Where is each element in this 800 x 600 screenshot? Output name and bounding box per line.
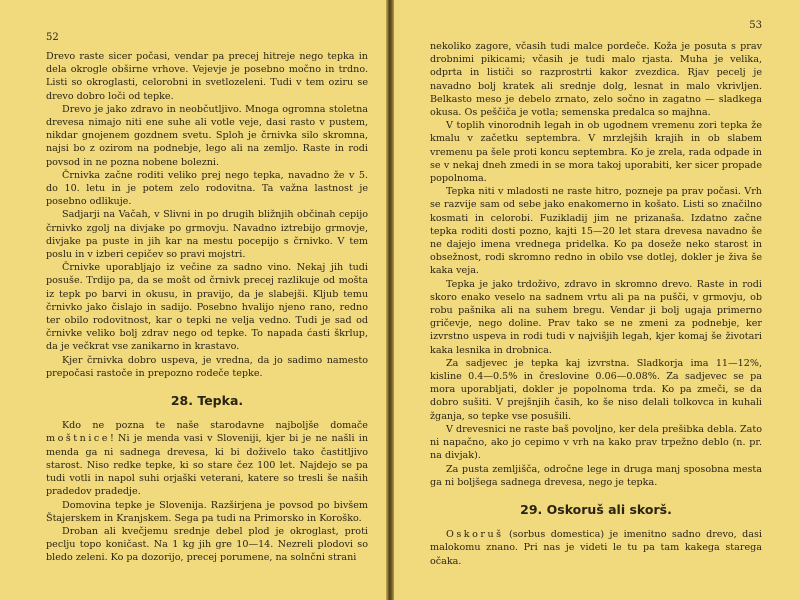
paragraph: Sadjarji na Vačah, v Slivni in po drugih bližnjih občinah cepijo črnivko zgolj na divjake po grmovju. Navadno iztrebijo grmovje, divjake pa puste in jih kar na mestu pocepijo s črnivko. V tem poslu in v izberi cepičev so pravi mojstri. [46, 209, 368, 261]
paragraph [430, 528, 762, 568]
spaced-word: Oskoruš [446, 529, 504, 541]
left-page [0, 0, 388, 600]
paragraph: Droban ali kvečjemu srednje debel plod je okroglast, proti peclju topo koničast. Na 1 kg jih gre 10—14. Nezreli plodovi so bledo zeleni. Ko pa dozorijo, precej porumene, na solnčni strani [46, 525, 368, 564]
paragraph-text: (sorbus domestica) je imenitno sadno drevo, dasi malokomu znano. Pri nas je videti le tu pa tam kakega starega očaka. [430, 529, 762, 567]
paragraph: V drevesnici ne raste baš povoljno, ker dela prešibka debla. Zato ni napačno, ako jo cepimo v vrh na kako prav trpežno deblo (n. pr. na divjak). [430, 423, 762, 462]
paragraph: Črnivka začne roditi veliko prej nego tepka, navadno že v 5. do 10. letu in je potem zelo rodovitna. Ta važna lastnost je posebno odlikuje. [46, 169, 368, 208]
paragraph: Tepka niti v mladosti ne raste hitro, pozneje pa prav počasi. Vrh se razvije sam od sebe jako enakomerno in košato. Listi so značilno kosmati in celorobi. Fuzikladij jim ne prizanaša. Izdatno začne tepka roditi dosti pozno, kajti 15—20 let stara drevesa navadno še ne dajejo imena vrednega pridelka. Ko pa doseže neko starost in obsežnost, rodi skromno redno in obilo vse dotlej, dokler je živa še kaka veja. [430, 186, 762, 277]
page-number: 52 [46, 32, 59, 43]
paragraph: Drevo raste sicer počasi, vendar pa precej hitreje nego tepka in dela okrogle obširne vrhove. Vejevje je posebno močno in trdno. Listi so okroglasti, celorobni in svetlozeleni. Tudi v tem oziru se drevo dobro loči od tepke. [46, 51, 368, 102]
right-page-text [430, 40, 762, 568]
section-heading: 29. Oskoruš ali skorš. [520, 501, 672, 517]
paragraph: Za pusta zemljišča, odročne lege in druga manj sposobna mesta ga ni boljšega sadnega drevesa, nego je tepka. [430, 463, 762, 488]
paragraph: Za sadjevec je tepka kaj izvrstna. Sladkorja ima 11—12%, kisline 0.4—0.5% in čreslovine 0.06—0.08%. Za sadjevec se pa mora uporabljati, dokler je popolnoma trda. Ko pa zmeči, se da dobro sušiti. V prejšnjih časih, ko še niso delali tolkovca in kuhali žganja, so tepke vse posušili. [430, 357, 762, 422]
paragraph: Drevo je jako zdravo in neobčutljivo. Mnoga ogromna stoletna drevesa nimajo niti ene suhe ali votle veje, dasi rasto v pustem, nikdar gnojenem gozdnem svetu. Sploh je črnivka silo skromna, najsi bo z ozirom na podnebje, lego ali na zemljo. Raste in rodi povsod in ne pozna nobene bolezni. [46, 103, 368, 168]
spaced-word: moštnice [46, 433, 110, 445]
paragraph-text: Kdo ne pozna te naše starodavne najboljše domače [62, 420, 368, 432]
page-number: 53 [749, 20, 762, 31]
paragraph: V toplih vinorodnih legah in ob ugodnem vremenu zori tepka že kmalu v začetku septembra. V mrzlejših krajih in ob slabem vremenu pa šele proti koncu septembra. Ko je zrela, rada odpade in se v nekaj dneh zmedi in se mora takoj uporabiti, ker sicer propade popolnoma. [430, 120, 762, 185]
paragraph: Domovina tepke je Slovenija. Razširjena je povsod po bivšem Štajerskem in Kranjskem. Sega pa tudi na Primorsko in Koroško. [46, 499, 368, 524]
paragraph: Črnivke uporabljajo iz večine za sadno vino. Nekaj jih tudi posuše. Trdijo pa, da se mošt od črnivk precej razlikuje od mošta iz tepk po barvi in okusu, in pravijo, da je slabejši. Kljub temu črnivko jako čislajo in sadijo. Posebno hvalijo njeno rano, redno ter obilo rodovitnost, kar o tepki ne velja vedno. Tudi je sad od črnivke veliko bolj zdrav nego od tepke. To napada ćasti škrlup, da je večkrat vse zanikarno in krastavo. [46, 262, 368, 353]
paragraph: Kjer črnivka dobro uspeva, je vredna, da jo sadimo namesto prepočasi rastoče in prepozno rodeče tepke. [46, 354, 368, 379]
paragraph-text: ! Ni je menda vasi v Sloveniji, kjer bi je ne našli in menda ga ni sadnega drevesa, ki bi doživelo tako častitljivo starost. Niso redke tepke, ki so stare čez 100 let. Najdejo se pa tudi votli in napol suhi orjaški veterani, katere so tresli še naših pradedov pradedje. [46, 433, 368, 498]
left-page-text [46, 50, 368, 565]
paragraph: nekoliko zagore, včasih tudi malce pordeče. Koža je posuta s prav drobnimi pikicami; včasih je tudi malo rjasta. Muha je velika, odprta in lističi so razprostrti kakor zvezdica. Rjav pecelj je navadno bolj kratek ali srednje dolg, lesnat in malo vkrivljen. Belkasto meso je debelo zrnato, zelo sočno in zagatno — sladkega okusa. Os peščiča je votla; semenska predalca so majhna. [430, 41, 762, 119]
section-heading: 28. Tepka. [170, 393, 244, 409]
paragraph [46, 419, 368, 498]
right-page [394, 0, 800, 600]
paragraph: Tepka je jako trdoživo, zdravo in skromno drevo. Raste in rodi skoro enako veselo na sadnem vrtu ali pa na pušči, v grmovju, ob robu pašnika ali na suhem bregu. Vendar ji bolj ugaja primerno gričevje, nego doline. Prav tako se ne zmeni za podnebje, ker izvrstno uspeva in rodi tudi v najvišjih legah, kjer komaj še životari kaka lesnika in drobnica. [430, 278, 762, 356]
